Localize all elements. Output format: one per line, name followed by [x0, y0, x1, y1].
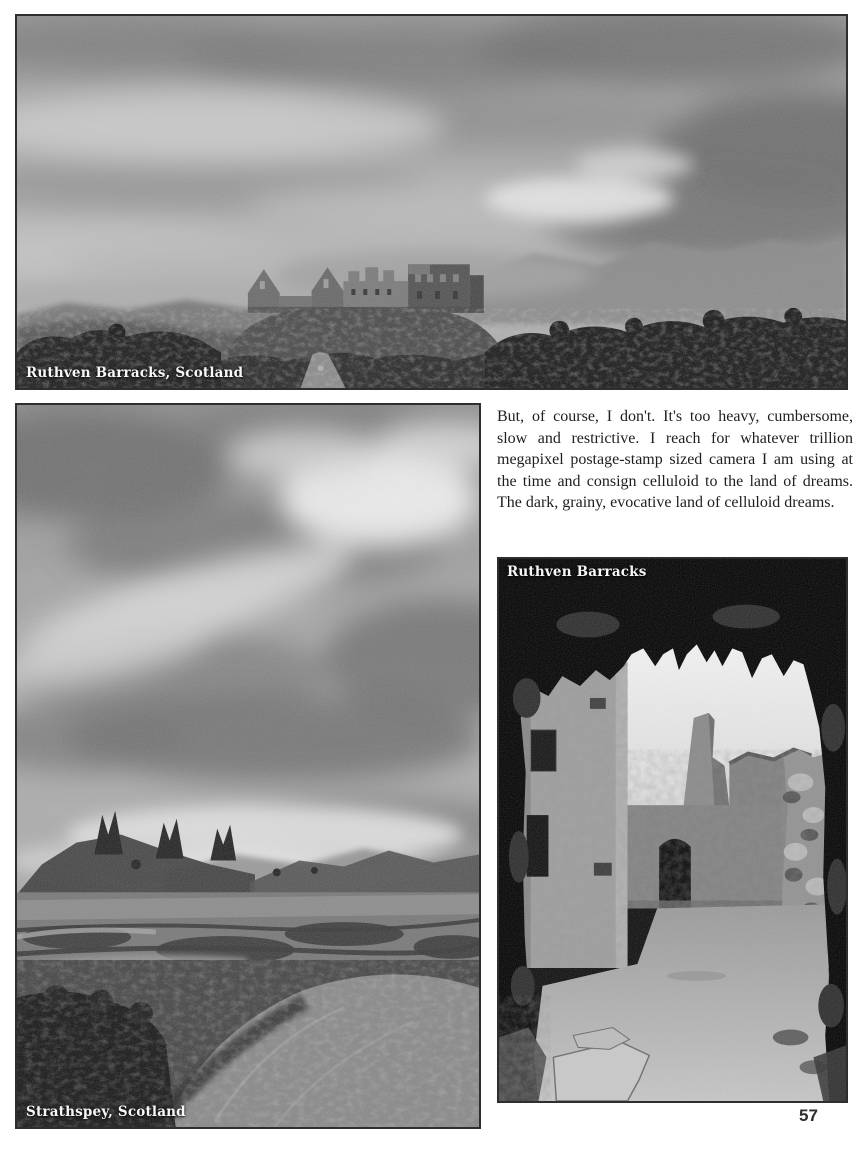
photo-caption-top: Ruthven Barracks, Scotland: [26, 365, 244, 381]
strathspey-image: [17, 405, 479, 1127]
photo-caption-left: Strathspey, Scotland: [26, 1104, 186, 1120]
ruthven-landscape-image: [17, 16, 846, 388]
photo-caption-right: Ruthven Barracks: [507, 564, 647, 580]
photo-strathspey-landscape: [15, 403, 481, 1129]
photo-ruthven-barracks-archway: [497, 557, 848, 1103]
page-number: 57: [799, 1106, 818, 1125]
photo-ruthven-barracks-landscape: [15, 14, 848, 390]
body-paragraph: But, of course, I don't. It's too heavy, cumbersome, slow and restrictive. I reach for whatever trillion megapixel postage-stamp sized camera I am using at the time and consign celluloid to the land of dreams. The dark, grainy, evocative land of celluloid dreams.: [497, 408, 853, 511]
ruthven-archway-image: [499, 559, 846, 1101]
